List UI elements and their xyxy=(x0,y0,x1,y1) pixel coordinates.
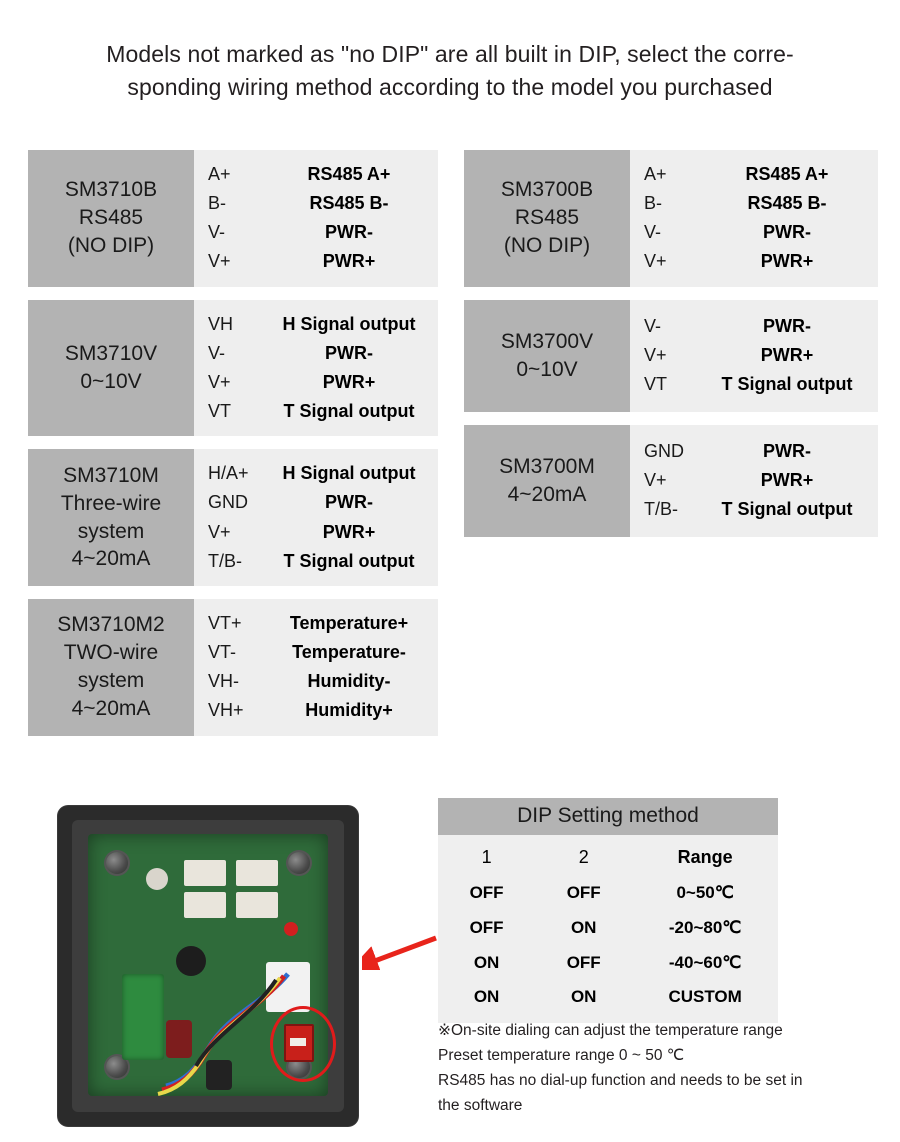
pin-function: H Signal output xyxy=(282,463,416,484)
pin-name: B- xyxy=(208,193,226,214)
note-line-2: Preset temperature range 0 ~ 50 ℃ xyxy=(438,1047,685,1065)
pin-function: Humidity+ xyxy=(305,700,393,721)
pin-row xyxy=(630,247,878,276)
dip-cell: -20~80℃ xyxy=(668,917,742,937)
dip-col-header-range: Range xyxy=(677,847,733,867)
dip-table-row xyxy=(438,876,778,911)
pin-function: PWR- xyxy=(763,315,811,336)
pin-name: A+ xyxy=(208,164,231,184)
model-line: 4~20mA xyxy=(71,697,151,721)
dip-cell: -40~60℃ xyxy=(668,952,742,972)
wiring-model xyxy=(28,599,194,736)
pin-row xyxy=(630,466,878,495)
pin-row xyxy=(194,247,438,276)
pin-function: RS485 A+ xyxy=(307,164,391,184)
pin-function: PWR+ xyxy=(322,371,376,392)
dip-table-row xyxy=(438,946,778,981)
pin-name: V+ xyxy=(208,371,231,392)
dip-switch-highlight xyxy=(270,1006,336,1082)
pin-name: V+ xyxy=(208,251,231,272)
dip-setting-table xyxy=(438,798,778,1023)
intro-text xyxy=(0,0,900,105)
pin-name: VH+ xyxy=(208,700,244,721)
pin-name: B- xyxy=(644,193,662,214)
model-line: 4~20mA xyxy=(71,547,151,571)
pin-row xyxy=(194,609,438,638)
wiring-model xyxy=(28,150,194,287)
dip-table-row xyxy=(438,980,778,1015)
pin-row xyxy=(630,160,878,189)
wiring-block xyxy=(28,150,438,287)
model-line: (NO DIP) xyxy=(503,234,591,258)
pin-name: VT- xyxy=(208,642,237,663)
pin-function: PWR+ xyxy=(760,345,814,366)
pin-row xyxy=(194,368,438,397)
wiring-model xyxy=(28,300,194,437)
dip-cell: ON xyxy=(570,987,597,1007)
wiring-block xyxy=(28,300,438,437)
pin-name: V- xyxy=(644,315,662,336)
pin-name: VT xyxy=(208,401,232,422)
model-line: SM3710V xyxy=(64,342,158,366)
wiring-model xyxy=(28,449,194,586)
wiring-pins xyxy=(630,300,878,412)
pin-row xyxy=(194,189,438,218)
note-line-4: the software xyxy=(438,1097,523,1115)
wiring-model xyxy=(464,300,630,412)
bottom-section xyxy=(0,790,900,1142)
dip-table-row xyxy=(438,911,778,946)
pin-name: V+ xyxy=(644,251,667,272)
model-line: system xyxy=(77,519,145,543)
pin-function: Temperature+ xyxy=(289,612,409,633)
pin-function: RS485 B- xyxy=(309,193,389,214)
pin-row xyxy=(194,488,438,517)
model-line: RS485 xyxy=(514,206,580,230)
pin-name: V- xyxy=(208,222,226,243)
notes-text xyxy=(438,1018,868,1118)
pin-row xyxy=(194,459,438,488)
pin-function: PWR+ xyxy=(760,470,814,491)
pin-row xyxy=(630,218,878,247)
pin-row xyxy=(630,437,878,466)
dip-cell: OFF xyxy=(566,882,601,902)
pin-function: PWR- xyxy=(763,440,811,461)
pin-row xyxy=(194,638,438,667)
pin-name: V+ xyxy=(208,521,231,542)
model-line: (NO DIP) xyxy=(67,234,155,258)
model-line: 0~10V xyxy=(516,357,578,381)
model-line: TWO-wire xyxy=(63,641,159,665)
wiring-block xyxy=(464,425,878,537)
pin-function: RS485 B- xyxy=(747,193,827,214)
wiring-column-left xyxy=(28,150,438,749)
model-line: Three-wire xyxy=(60,491,162,515)
pin-function: T Signal output xyxy=(283,401,415,422)
pin-function: Humidity- xyxy=(307,671,391,692)
wiring-pins xyxy=(194,599,438,736)
pin-name: T/B- xyxy=(208,550,242,571)
wiring-pins xyxy=(630,150,878,287)
pin-row xyxy=(194,397,438,426)
pin-name: H/A+ xyxy=(208,463,249,484)
dip-cell: OFF xyxy=(566,952,601,972)
model-line: SM3700B xyxy=(500,178,594,202)
pin-name: VT+ xyxy=(208,612,242,633)
wiring-pins xyxy=(194,449,438,586)
dip-cell: CUSTOM xyxy=(668,987,742,1007)
wiring-pins xyxy=(630,425,878,537)
dip-table-header-row xyxy=(438,839,778,876)
pin-name: VH xyxy=(208,313,234,334)
pin-function: RS485 A+ xyxy=(745,164,829,184)
pointer-arrow-icon xyxy=(362,930,440,970)
pin-name: VT xyxy=(644,374,668,395)
pin-function: T Signal output xyxy=(721,374,853,395)
dip-cell: OFF xyxy=(469,917,504,937)
pin-function: T Signal output xyxy=(283,550,415,571)
pin-row xyxy=(194,339,438,368)
pin-row xyxy=(630,495,878,524)
dip-cell: ON xyxy=(570,917,597,937)
dip-cell: ON xyxy=(473,952,500,972)
pin-name: V- xyxy=(644,222,662,243)
model-line: RS485 xyxy=(78,206,144,230)
model-line: SM3700V xyxy=(500,329,594,353)
pcb-board xyxy=(88,834,328,1096)
pin-row xyxy=(194,547,438,576)
dip-col-header-2: 2 xyxy=(578,847,589,867)
wiring-model xyxy=(464,150,630,287)
pin-name: A+ xyxy=(644,164,667,184)
dip-cell: OFF xyxy=(469,882,504,902)
wiring-block xyxy=(464,300,878,412)
note-line-1: ※On-site dialing can adjust the temperature range xyxy=(438,1022,783,1039)
intro-line-2: sponding wiring method according to the model you purchased xyxy=(127,74,773,101)
pin-name: V+ xyxy=(644,345,667,366)
pin-function: PWR- xyxy=(325,222,373,243)
dip-table-title: DIP Setting method xyxy=(438,798,778,835)
pin-name: V+ xyxy=(644,470,667,491)
dip-table-body xyxy=(438,835,778,1023)
pin-row xyxy=(194,218,438,247)
pin-name: V- xyxy=(208,342,226,363)
pin-function: T Signal output xyxy=(721,499,853,520)
dip-cell: ON xyxy=(473,987,500,1007)
wiring-model xyxy=(464,425,630,537)
pin-name: T/B- xyxy=(644,499,678,520)
pin-row xyxy=(194,160,438,189)
pin-row xyxy=(194,696,438,725)
pin-function: PWR- xyxy=(325,492,373,513)
model-line: system xyxy=(77,669,145,693)
model-line: 4~20mA xyxy=(507,482,587,506)
pin-row xyxy=(194,667,438,696)
pin-row xyxy=(630,370,878,399)
pin-row xyxy=(630,341,878,370)
pin-name: GND xyxy=(208,492,248,513)
model-line: SM3710M2 xyxy=(57,613,165,637)
note-line-3: RS485 has no dial-up function and needs to be set in xyxy=(438,1072,803,1090)
wiring-block xyxy=(464,150,878,287)
model-line: SM3700M xyxy=(499,454,595,478)
pin-function: PWR+ xyxy=(322,251,376,272)
pin-row xyxy=(630,189,878,218)
wiring-pins xyxy=(194,150,438,287)
pin-function: PWR- xyxy=(325,342,373,363)
pin-row xyxy=(194,310,438,339)
sensor-board-photo xyxy=(58,806,358,1126)
pin-row xyxy=(194,518,438,547)
pin-function: Temperature- xyxy=(292,642,406,663)
pin-function: PWR+ xyxy=(322,521,376,542)
wiring-block xyxy=(28,599,438,736)
intro-line-1: Models not marked as "no DIP" are all built in DIP, select the corre- xyxy=(106,41,794,67)
model-line: 0~10V xyxy=(80,369,142,393)
model-line: SM3710M xyxy=(63,463,159,487)
pin-name: GND xyxy=(644,440,684,461)
pin-name: VH- xyxy=(208,671,239,692)
wiring-block xyxy=(28,449,438,586)
pin-function: PWR+ xyxy=(760,251,814,272)
pin-function: H Signal output xyxy=(282,313,416,334)
model-line: SM3710B xyxy=(64,178,158,202)
dip-col-header-1: 1 xyxy=(481,847,492,867)
dip-cell: 0~50℃ xyxy=(676,882,734,902)
wiring-column-right xyxy=(464,150,878,550)
pin-row xyxy=(630,312,878,341)
wiring-pins xyxy=(194,300,438,437)
pin-function: PWR- xyxy=(763,222,811,243)
